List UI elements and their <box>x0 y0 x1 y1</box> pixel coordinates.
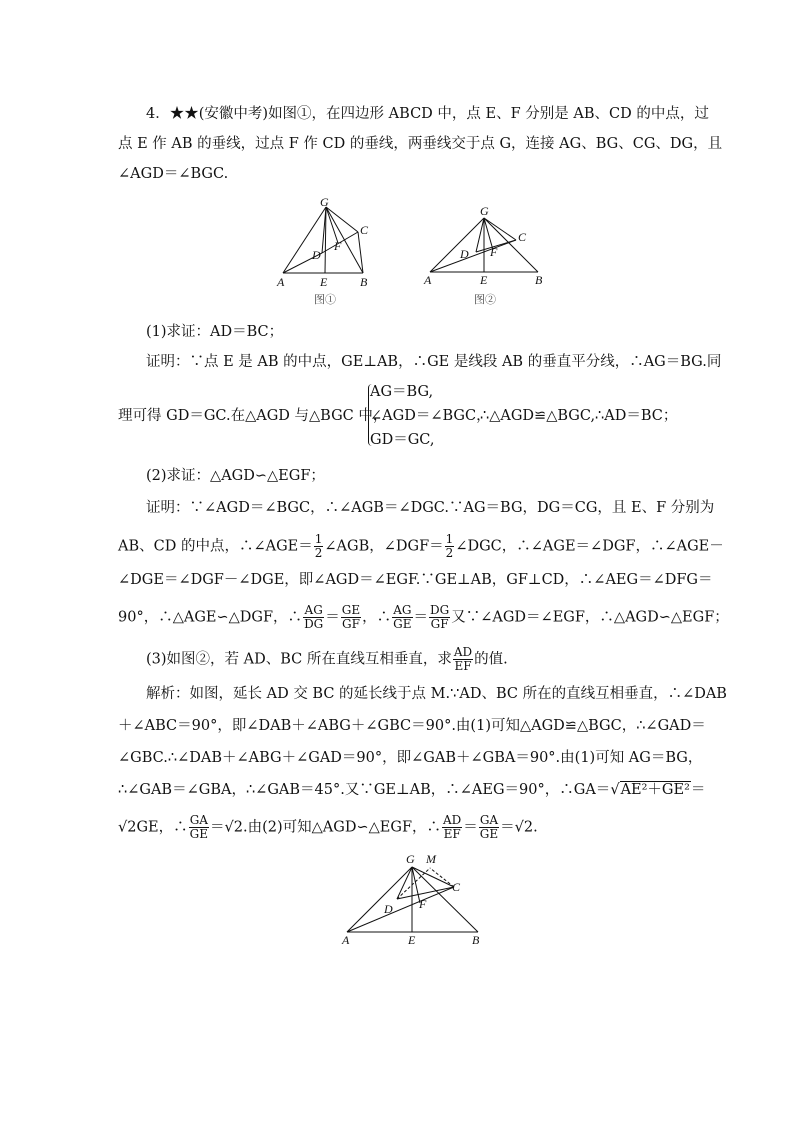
part3-text-b: 2GE，∴ <box>127 819 188 836</box>
part3-solution-line-3: ∠GBC.∴∠DAB＋∠ABG＋∠GAD＝90°，即∠GAB＋∠GBA＝90°.由(1)可知 AG＝BG， <box>118 750 703 766</box>
fraction-numerator: AD <box>443 813 462 827</box>
part2-proof-line-1: 证明：∵∠AGD＝∠BGC，∴∠AGB＝∠DGC.∵AG＝BG，DG＝CG，且 E、F 分别为 <box>146 500 715 516</box>
fig1-label-c: C <box>360 223 369 237</box>
fraction-ga-ge <box>479 814 499 841</box>
fraction-ge-gf <box>341 604 361 631</box>
fig1-label-a: A <box>277 275 285 289</box>
fraction-numerator: GA <box>189 813 208 827</box>
difficulty-stars: ★★ <box>169 106 199 122</box>
fraction-half <box>314 533 324 560</box>
problem-text: 如图①，在四边形 ABCD 中，点 E、F 分别是 AB、CD 的中点，过 <box>268 106 709 122</box>
part2-proof-line-3: ∠DGE＝∠DGF－∠DGE，即∠AGD＝∠EGF.∵GE⊥AB，GF⊥CD，∴∠AEG＝∠DFG＝ <box>118 572 713 588</box>
fraction-numerator: GA <box>479 813 499 827</box>
equals-sign: ＝ <box>500 819 515 836</box>
problem-line-2: 点 E 作 AB 的垂线，过点 F 作 CD 的垂线，两垂线交于点 G，连接 AG、BG、CG、DG，且 <box>118 136 723 152</box>
part2-text-d: 90°，∴△AGE∽△DGF，∴ <box>118 609 303 626</box>
fig1-label-e: E <box>320 275 328 289</box>
sqrt-sign: √ <box>224 819 234 836</box>
equals-sign: ＝ <box>325 609 340 626</box>
fig3-label-e: E <box>408 933 416 947</box>
fraction-ag-ge <box>392 604 412 631</box>
fig2-label-b: B <box>535 273 543 287</box>
fraction-numerator: AD <box>453 645 473 659</box>
fig3-label-d: D <box>384 902 393 916</box>
part2-text-c: ∠DGC，∴∠AGE＝∠DGF，∴∠AGE－ <box>455 538 724 555</box>
part2-proof-line-2 <box>118 533 724 560</box>
fraction-denominator: GE <box>189 827 209 841</box>
system-line-1: AG＝BG, <box>370 384 434 400</box>
part3-text-c: 2.由(2)可知△AGD∽△EGF，∴ <box>233 819 441 836</box>
radicand: AE²＋GE² <box>620 782 690 798</box>
part3-text-d: 2. <box>523 819 538 836</box>
fig1-label-b: B <box>360 275 368 289</box>
sqrt-sign: √ <box>118 819 128 836</box>
fraction-denominator: EF <box>454 659 472 673</box>
part3-question-end: 的值. <box>474 651 508 668</box>
part2-text-b: ∠AGB，∠DGF＝ <box>324 538 444 555</box>
fraction-ag-dg <box>303 604 324 631</box>
problem-line-1 <box>146 104 709 124</box>
fraction-numerator: GE <box>341 603 361 617</box>
part2-proof-line-4 <box>118 604 729 631</box>
part3-solution-line-4 <box>118 780 705 800</box>
fraction-denominator: EF <box>443 827 461 841</box>
fraction-half <box>445 533 455 560</box>
part3-solution-line-1: 解析：如图，延长 AD 交 BC 的延长线于点 M.∵AD、BC 所在的直线互相垂直，∴∠DAB <box>146 686 727 702</box>
fig2-label-f: F <box>490 245 498 259</box>
fig3-label-a: A <box>342 933 350 947</box>
part1-question: (1)求证：AD＝BC； <box>146 324 284 340</box>
fig2-label-d: D <box>460 247 469 261</box>
part3-question <box>146 646 508 673</box>
sqrt-sign: √ <box>610 782 620 798</box>
fig1-caption: 图① <box>314 294 336 306</box>
fig3-label-f: F <box>419 897 427 911</box>
fig2-label-a: A <box>424 273 432 287</box>
problem-line-3: ∠AGD＝∠BGC. <box>118 166 229 182</box>
fraction-ad-ef <box>442 814 462 841</box>
figure-3 <box>336 845 496 950</box>
equals-sign: ＝ <box>690 782 706 798</box>
part2-text-e: ，∴ <box>362 609 392 626</box>
equals-sign: ＝ <box>413 609 428 626</box>
fig2-label-e: E <box>480 273 488 287</box>
fraction-dg-gf <box>429 604 450 631</box>
fig3-label-b: B <box>472 933 480 947</box>
fraction-denominator: 2 <box>314 546 323 560</box>
fig3-label-m: M <box>426 852 436 866</box>
part3-question-text: (3)如图②，若 AD、BC 所在直线互相垂直，求 <box>146 651 452 668</box>
part1-proof-line-2-pre: 理可得 GD＝GC.在△AGD 与△BGC 中， <box>118 408 388 424</box>
part2-text-a: AB、CD 的中点，∴∠AGE＝ <box>118 538 313 555</box>
part3-text-a: ∴∠GAB＝∠GBA，∴∠GAB＝45°.又∵GE⊥AB，∴∠AEG＝90°，∴GA＝ <box>118 782 611 798</box>
figure-2 <box>420 200 550 310</box>
fraction-denominator: GE <box>393 617 412 631</box>
fraction-denominator: GE <box>479 827 499 841</box>
fraction-ad-ef <box>453 646 473 673</box>
problem-number: 4． <box>146 106 170 122</box>
fraction-numerator: 1 <box>445 532 454 546</box>
fraction-numerator: 1 <box>314 532 323 546</box>
equals-sign: ＝ <box>210 819 225 836</box>
fraction-denominator: GF <box>342 617 360 631</box>
fraction-numerator: AG <box>393 603 412 617</box>
fig2-label-g: G <box>480 204 489 218</box>
fig1-label-d: D <box>312 248 321 262</box>
part2-text-f: 又∵∠AGD＝∠EGF，∴△AGD∽△EGF； <box>451 609 729 626</box>
fig2-caption: 图② <box>474 294 496 306</box>
equals-sign: ＝ <box>463 819 478 836</box>
sqrt-sign: √ <box>514 819 524 836</box>
fig1-label-g: G <box>320 195 329 209</box>
fig3-label-g: G <box>406 852 415 866</box>
fraction-denominator: 2 <box>445 546 454 560</box>
system-line-2: ∠AGD＝∠BGC， <box>370 408 491 424</box>
part1-proof-line-1: 证明：∵点 E 是 AB 的中点，GE⊥AB，∴GE 是线段 AB 的垂直平分线，∴AG＝BG.同 <box>146 354 722 370</box>
problem-source: (安徽中考) <box>198 106 269 122</box>
fraction-denominator: DG <box>304 617 324 631</box>
fig2-label-c: C <box>518 230 527 244</box>
system-line-3: GD＝GC, <box>370 432 435 448</box>
part3-solution-line-5 <box>118 814 538 841</box>
part1-proof-line-2-post: ∴△AGD≌△BGC,∴AD＝BC； <box>480 408 678 424</box>
fig3-label-c: C <box>452 880 461 894</box>
part3-solution-line-2: ＋∠ABC＝90°，即∠DAB＋∠ABG＋∠GBC＝90°.由(1)可知△AGD≌△BGC，∴∠GAD＝ <box>118 718 706 734</box>
fraction-numerator: DG <box>430 603 450 617</box>
figure-1 <box>270 195 390 310</box>
fraction-denominator: GF <box>430 617 449 631</box>
part2-question: (2)求证：△AGD∽△EGF； <box>146 468 325 484</box>
fig1-label-f: F <box>334 239 342 253</box>
fraction-numerator: AG <box>304 603 323 617</box>
fraction-ga-ge <box>189 814 209 841</box>
